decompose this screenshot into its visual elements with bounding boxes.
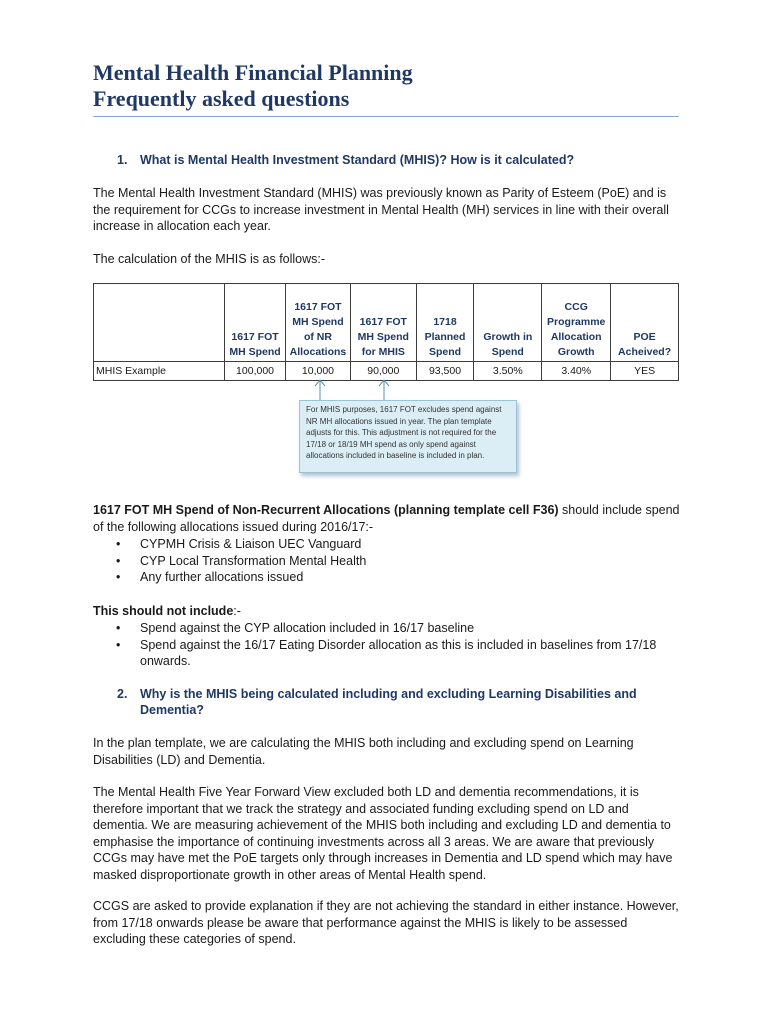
title-line-2: Frequently asked questions [93,86,350,111]
question-1-text: What is Mental Health Investment Standard (MHIS)? How is it calculated? [140,153,575,167]
question-2-text: Why is the MHIS being calculated including and excluding Learning Disabilities and Dementia? [140,687,637,717]
table-header-cell: 1617 FOT MH Spend for MHIS [350,284,416,362]
list-item: • Any further allocations issued [116,570,304,584]
document-title [93,60,693,112]
bullet-icon: • [116,553,121,568]
callout-note: For MHIS purposes, 1617 FOT excludes spend against NR MH allocations issued in year. The plan template adjusts for this. This adjustment is not required for the 17/18 or 18/19 MH spend as only spend against allocations included in baseline is included in plan. [299,400,517,473]
q2-paragraph-3: CCGS are asked to provide explanation if they are not achieving the standard in either instance. However, from 17/18 onwards please be aware that performance against the MHIS is likely to be assessed excluding these categories of spend. [93,899,679,946]
question-2-heading [93,686,683,718]
table-cell: MHIS Example [94,362,225,381]
q1-paragraph-2: The calculation of the MHIS is as follows:- [93,252,326,266]
title-line-1: Mental Health Financial Planning [93,60,413,85]
table-header-cell: Growth in Spend [474,284,542,362]
list-item: • Spend against the CYP allocation included in 16/17 baseline [116,621,475,635]
not-include-list [93,620,683,670]
question-1-number: 1. [117,153,128,167]
table-cell: 90,000 [350,362,416,381]
mhis-table [93,283,679,381]
table-cell: 100,000 [225,362,286,381]
table-header-cell: CCG Programme Allocation Growth [542,284,611,362]
table-cell: YES [611,362,679,381]
not-include-bold: This should not include [93,604,234,618]
list-item: • CYPMH Crisis & Liaison UEC Vanguard [116,537,362,551]
nr-allocations-bold: 1617 FOT MH Spend of Non-Recurrent Allocations (planning template cell F36) [93,503,559,517]
table-header-cell: 1718 Planned Spend [416,284,474,362]
q2-paragraph-2: The Mental Health Five Year Forward View excluded both LD and dementia recommendations, it is therefore important that we track the strategy and associated funding excluding spend on LD and dementia. We are measuring achievement of the MHIS both including and excluding LD and dementia to emphasise the importance of continuing investments across all 3 areas. We are aware that previously CCGs may have met the PoE targets only through increases in Dementia and LD spend which may have masked disproportionate growth in other areas of Mental Health spend. [93,785,673,882]
table-header-cell: POE Acheived? [611,284,679,362]
bullet-icon: • [116,570,121,584]
not-include-rest: :- [233,604,241,618]
title-underline [93,116,679,117]
table-header-cell: 1617 FOT MH Spend [225,284,286,362]
table-cell: 3.50% [474,362,542,381]
list-item: • CYP Local Transformation Mental Health [116,553,367,568]
question-2-number: 2. [117,687,128,701]
not-include-heading [93,603,683,620]
table-row [94,362,679,381]
table-cell: 93,500 [416,362,474,381]
q1-paragraph-1: The Mental Health Investment Standard (MHIS) was previously known as Parity of Esteem (PoE) and is the requirement for CCGs to increase investment in Mental Health (MH) services in line with their overall increase in allocation each year. [93,186,669,233]
bullet-icon: • [116,537,121,551]
nr-allocations-rest: should include spend of the following allocations issued during 2016/17:- [93,503,680,534]
table-header-cell: 1617 FOT MH Spend of NR Allocations [285,284,350,362]
callout-arrow-2 [378,379,390,401]
q2-paragraph-1: In the plan template, we are calculating the MHIS both including and excluding spend on Learning Disabilities (LD) and Dementia. [93,736,634,767]
nr-allocations-paragraph [93,502,683,535]
table-cell: 10,000 [285,362,350,381]
table-header-cell [94,284,225,362]
list-item: • Spend against the 16/17 Eating Disorder allocation as this is included in baselines from 17/18 onwards. [116,637,657,668]
callout-arrow-1 [314,379,326,401]
nr-allocations-list [93,536,683,586]
bullet-icon: • [116,637,121,652]
bullet-icon: • [116,621,121,635]
table-cell: 3.40% [542,362,611,381]
question-1-heading [93,152,683,168]
table-header-row [94,284,679,362]
